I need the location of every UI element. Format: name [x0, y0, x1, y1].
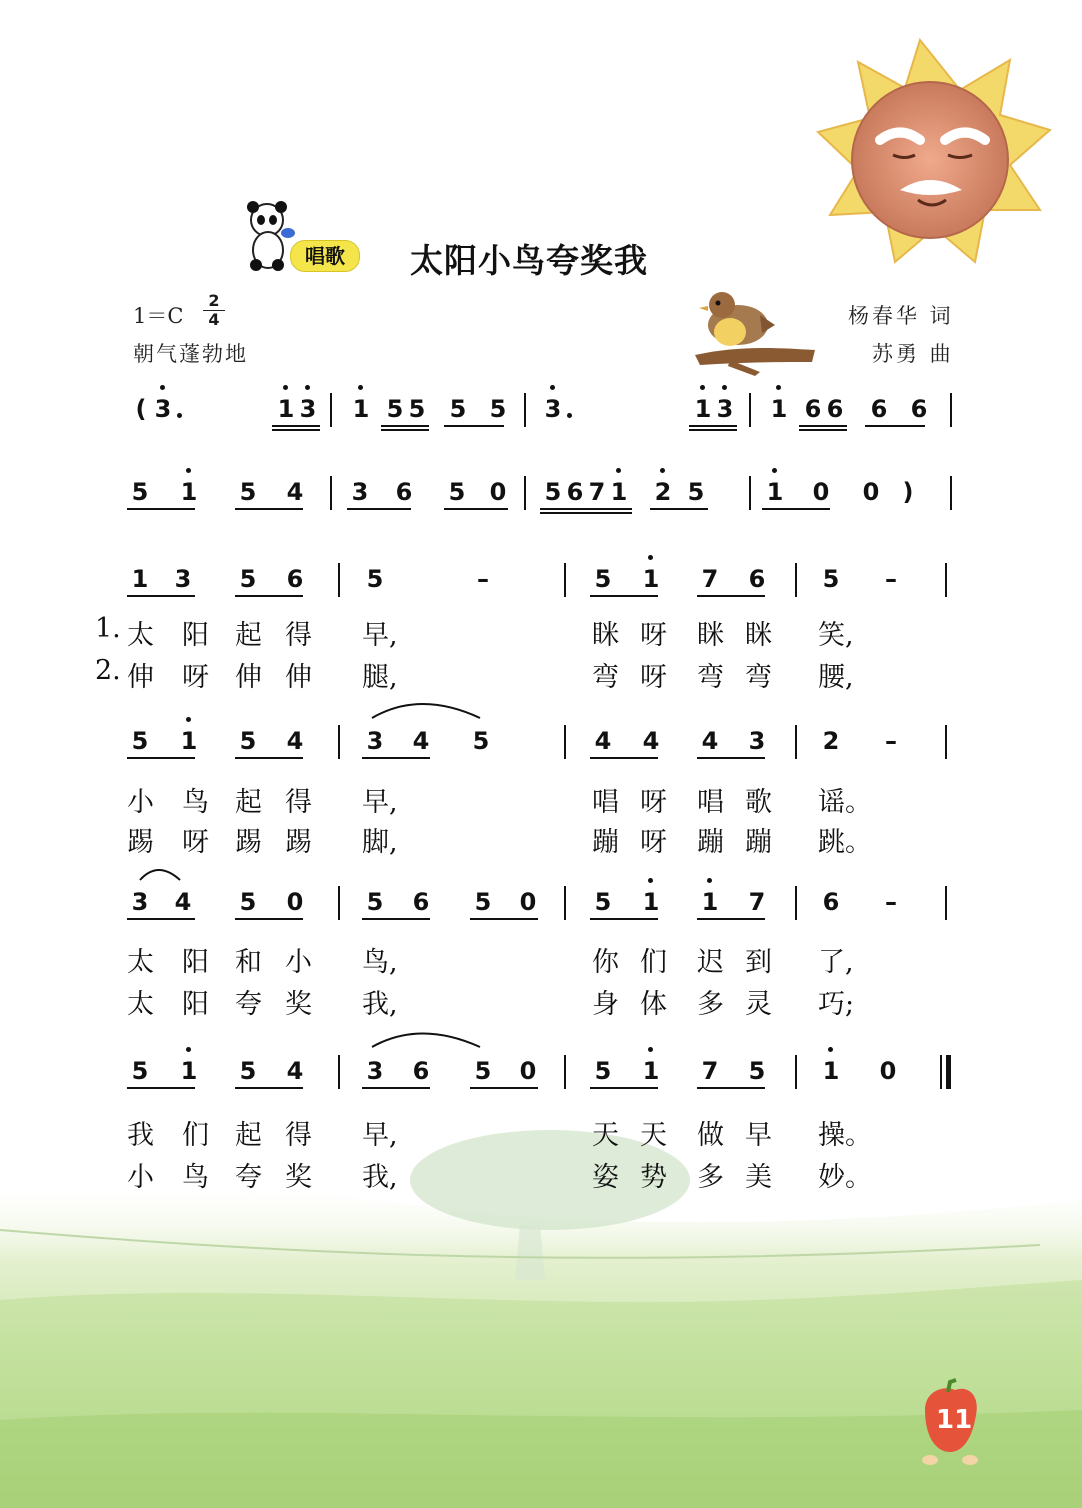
note: 3	[366, 727, 384, 755]
note: 4	[286, 1057, 304, 1085]
underline-beam	[235, 508, 303, 510]
lyric-char: 眯	[745, 620, 772, 651]
barline	[524, 476, 526, 510]
note: 5	[239, 478, 257, 506]
barline	[945, 563, 947, 597]
underline-beam	[127, 508, 195, 510]
intro-open-paren: (	[135, 395, 147, 423]
lyric-char: 笑,	[818, 620, 854, 651]
lyric-char: 呀	[640, 827, 667, 858]
lyric-char: 姿	[592, 1162, 619, 1193]
note: 4	[642, 727, 660, 755]
note: 1	[770, 395, 788, 423]
lyric-char: 鸟	[182, 787, 209, 818]
barline	[338, 886, 340, 920]
lyric-char: 我,	[362, 1162, 398, 1193]
lyric-char: 奖	[285, 989, 312, 1020]
note: 0	[519, 1057, 537, 1085]
lyric-char: 弯	[745, 662, 772, 693]
note: 5	[239, 565, 257, 593]
note: 0	[286, 888, 304, 916]
lyric-char: 们	[640, 947, 667, 978]
lyric-char: 蹦	[697, 827, 724, 858]
lyric-char: 天	[640, 1120, 667, 1151]
underline-beam	[127, 918, 195, 920]
barline	[564, 1055, 566, 1089]
lyric-char: 小	[285, 947, 312, 978]
lyric-char: 呀	[640, 620, 667, 651]
lyric-char: 早	[745, 1120, 772, 1151]
note: 5	[474, 888, 492, 916]
lyric-char: 得	[285, 620, 312, 651]
underline-beam	[762, 508, 830, 510]
note: 5	[544, 478, 562, 506]
underline-beam	[799, 429, 847, 431]
note: 0	[812, 478, 830, 506]
note: 5	[131, 478, 149, 506]
lyric-char: 起	[235, 620, 262, 651]
note: 5	[408, 395, 426, 423]
lyric-char: 得	[285, 1120, 312, 1151]
note: 1	[766, 478, 784, 506]
octave-dot-high	[186, 468, 191, 473]
time-signature	[203, 292, 225, 329]
augmentation-dot	[567, 413, 572, 418]
octave-dot-high	[648, 1047, 653, 1052]
underline-beam	[697, 1087, 765, 1089]
note: –	[885, 727, 897, 755]
tempo-marking: 朝气蓬勃地	[133, 342, 248, 366]
note: 2	[654, 478, 672, 506]
octave-dot-high	[722, 385, 727, 390]
barline	[330, 393, 332, 427]
octave-dot-high	[648, 555, 653, 560]
underline-beam	[347, 508, 411, 510]
time-numerator: 2	[203, 292, 225, 311]
octave-dot-high	[660, 468, 665, 473]
note: 1	[694, 395, 712, 423]
underline-beam	[470, 1087, 538, 1089]
lyric-char: 操。	[818, 1120, 872, 1151]
note: 1	[131, 565, 149, 593]
octave-dot-high	[772, 468, 777, 473]
underline-beam	[590, 757, 658, 759]
underline-beam	[272, 425, 320, 427]
octave-dot-high	[707, 878, 712, 883]
note: 5	[366, 888, 384, 916]
barline	[795, 563, 797, 597]
lyric-char: 伸	[235, 662, 262, 693]
lyric-char: 多	[697, 1162, 724, 1193]
lyric-char: 身	[592, 989, 619, 1020]
note: 5	[131, 1057, 149, 1085]
note: 5	[594, 565, 612, 593]
final-barline	[946, 1055, 951, 1089]
octave-dot-high	[160, 385, 165, 390]
underline-beam	[865, 425, 925, 427]
octave-dot-high	[283, 385, 288, 390]
lyric-char: 踢	[235, 827, 262, 858]
lyric-char: 阳	[182, 620, 209, 651]
underline-beam	[381, 425, 429, 427]
song-title: 太阳小鸟夸奖我	[410, 241, 648, 280]
note: –	[477, 565, 489, 593]
note: 6	[395, 478, 413, 506]
note: 6	[412, 1057, 430, 1085]
underline-beam	[362, 757, 430, 759]
note: 6	[412, 888, 430, 916]
panda-mascot	[247, 201, 295, 271]
lyric-char: 弯	[592, 662, 619, 693]
note: 4	[412, 727, 430, 755]
lyric-char: 太	[127, 620, 154, 651]
underline-beam	[235, 1087, 303, 1089]
barline	[524, 393, 526, 427]
octave-dot-high	[305, 385, 310, 390]
lyric-char: 腰,	[818, 662, 854, 693]
lyricist-credit: 杨春华 词	[848, 304, 954, 328]
note: 3	[299, 395, 317, 423]
note: 5	[449, 395, 467, 423]
verse-2-number: 2.	[95, 655, 121, 686]
barline	[564, 563, 566, 597]
underline-beam	[362, 918, 430, 920]
lyric-char: 呀	[182, 827, 209, 858]
octave-dot-high	[186, 717, 191, 722]
note: 7	[748, 888, 766, 916]
lyric-char: 体	[640, 989, 667, 1020]
note: 1	[352, 395, 370, 423]
lyric-char: 太	[127, 947, 154, 978]
lyric-char: 早,	[362, 787, 398, 818]
underline-beam	[127, 595, 195, 597]
lyric-char: 们	[182, 1120, 209, 1151]
note: 5	[594, 1057, 612, 1085]
lyric-char: 早,	[362, 620, 398, 651]
lyric-char: 早,	[362, 1120, 398, 1151]
note: 5	[448, 478, 466, 506]
underline-beam	[689, 425, 737, 427]
lyric-char: 灵	[745, 989, 772, 1020]
note: 5	[239, 727, 257, 755]
underline-beam	[590, 1087, 658, 1089]
barline	[945, 725, 947, 759]
note: 0	[489, 478, 507, 506]
barline	[950, 393, 952, 427]
underline-beam	[381, 429, 429, 431]
underline-beam	[590, 918, 658, 920]
note: 1	[642, 1057, 660, 1085]
lyric-char: 腿,	[362, 662, 398, 693]
octave-dot-high	[776, 385, 781, 390]
underline-beam	[650, 508, 708, 510]
barline	[795, 886, 797, 920]
lyric-char: 夸	[235, 989, 262, 1020]
note: 6	[804, 395, 822, 423]
barline	[795, 1055, 797, 1089]
note: 1	[180, 1057, 198, 1085]
lyric-char: 起	[235, 787, 262, 818]
barline	[338, 563, 340, 597]
lyric-char: 妙。	[818, 1162, 872, 1193]
underline-beam	[235, 757, 303, 759]
lyric-char: 巧;	[818, 989, 855, 1020]
note: 6	[566, 478, 584, 506]
intro-close-paren: )	[902, 478, 914, 506]
underline-beam	[590, 595, 658, 597]
note: 3	[366, 1057, 384, 1085]
lyric-char: 唱	[697, 787, 724, 818]
augmentation-dot	[177, 413, 182, 418]
octave-dot-high	[648, 878, 653, 883]
underline-beam	[362, 1087, 430, 1089]
lyric-char: 奖	[285, 1162, 312, 1193]
note: 6	[822, 888, 840, 916]
note: 1	[642, 888, 660, 916]
barline	[564, 725, 566, 759]
note: 1	[180, 727, 198, 755]
note: 5	[474, 1057, 492, 1085]
note: 2	[822, 727, 840, 755]
lyric-char: 起	[235, 1120, 262, 1151]
note: 6	[286, 565, 304, 593]
barline	[795, 725, 797, 759]
lyric-char: 鸟	[182, 1162, 209, 1193]
note: 4	[286, 478, 304, 506]
lyric-char: 小	[127, 1162, 154, 1193]
barline	[749, 393, 751, 427]
note: 3	[131, 888, 149, 916]
sun-illustration	[818, 40, 1050, 262]
lyric-char: 踢	[285, 827, 312, 858]
lyric-char: 夸	[235, 1162, 262, 1193]
barline	[950, 476, 952, 510]
note: 0	[879, 1057, 897, 1085]
note: 4	[174, 888, 192, 916]
lyric-char: 蹦	[745, 827, 772, 858]
note: 3	[544, 395, 562, 423]
underline-beam	[127, 757, 195, 759]
note: 3	[351, 478, 369, 506]
lyric-char: 和	[235, 947, 262, 978]
time-denominator: 4	[208, 310, 220, 329]
barline	[338, 725, 340, 759]
lyric-char: 小	[127, 787, 154, 818]
underline-beam	[697, 595, 765, 597]
underline-beam	[272, 429, 320, 431]
lyric-char: 伸	[127, 662, 154, 693]
lyric-char: 唱	[592, 787, 619, 818]
underline-beam	[470, 918, 538, 920]
note: 7	[701, 1057, 719, 1085]
note: 1	[610, 478, 628, 506]
underline-beam	[697, 757, 765, 759]
lyric-char: 眯	[697, 620, 724, 651]
note: 5	[131, 727, 149, 755]
lyric-char: 伸	[285, 662, 312, 693]
note: 1	[277, 395, 295, 423]
note: 7	[588, 478, 606, 506]
note: 4	[594, 727, 612, 755]
octave-dot-high	[186, 1047, 191, 1052]
note: 5	[239, 888, 257, 916]
lyric-char: 弯	[697, 662, 724, 693]
note: 0	[519, 888, 537, 916]
note: 1	[642, 565, 660, 593]
note: 4	[701, 727, 719, 755]
lyric-char: 阳	[182, 989, 209, 1020]
note: 5	[239, 1057, 257, 1085]
note: 5	[748, 1057, 766, 1085]
lyric-char: 呀	[182, 662, 209, 693]
note: 1	[822, 1057, 840, 1085]
underline-beam	[444, 508, 508, 510]
underline-beam	[540, 512, 632, 514]
lyric-char: 阳	[182, 947, 209, 978]
underline-beam	[689, 429, 737, 431]
note: 1	[701, 888, 719, 916]
note: 6	[910, 395, 928, 423]
note: 5	[489, 395, 507, 423]
underline-beam	[235, 595, 303, 597]
octave-dot-high	[550, 385, 555, 390]
note: 0	[862, 478, 880, 506]
lyric-char: 谣。	[818, 787, 872, 818]
lyric-char: 我	[127, 1120, 154, 1151]
lyric-char: 势	[640, 1162, 667, 1193]
lyric-char: 呀	[640, 662, 667, 693]
key-signature: 1＝C	[133, 304, 184, 328]
lyric-char: 我,	[362, 989, 398, 1020]
note: –	[885, 565, 897, 593]
octave-dot-high	[616, 468, 621, 473]
note: 5	[472, 727, 490, 755]
lyric-char: 蹦	[592, 827, 619, 858]
page-number: 11	[936, 1405, 973, 1435]
lyric-char: 脚,	[362, 827, 398, 858]
octave-dot-high	[358, 385, 363, 390]
sing-badge: 唱歌	[290, 240, 360, 272]
note: 5	[594, 888, 612, 916]
lyric-char: 太	[127, 989, 154, 1020]
lyric-char: 迟	[697, 947, 724, 978]
barline	[749, 476, 751, 510]
lyric-char: 鸟,	[362, 947, 398, 978]
octave-dot-high	[700, 385, 705, 390]
lyric-char: 呀	[640, 787, 667, 818]
note: 3	[154, 395, 172, 423]
lyric-char: 歌	[745, 787, 772, 818]
lyric-char: 了,	[818, 947, 854, 978]
lyric-char: 做	[697, 1120, 724, 1151]
lyric-char: 眯	[592, 620, 619, 651]
note: 6	[870, 395, 888, 423]
note: 1	[180, 478, 198, 506]
barline	[330, 476, 332, 510]
underline-beam	[799, 425, 847, 427]
verse-1-number: 1.	[95, 613, 121, 644]
note: 5	[822, 565, 840, 593]
underline-beam	[444, 425, 504, 427]
note: 5	[386, 395, 404, 423]
composer-credit: 苏勇 曲	[872, 342, 954, 366]
note: 3	[748, 727, 766, 755]
octave-dot-high	[828, 1047, 833, 1052]
note: –	[885, 888, 897, 916]
underline-beam	[127, 1087, 195, 1089]
note: 7	[701, 565, 719, 593]
barline	[945, 886, 947, 920]
bird-illustration	[695, 292, 815, 376]
note: 5	[366, 565, 384, 593]
lyric-char: 得	[285, 787, 312, 818]
note: 3	[716, 395, 734, 423]
lyric-char: 天	[592, 1120, 619, 1151]
note: 6	[826, 395, 844, 423]
underline-beam	[697, 918, 765, 920]
barline	[338, 1055, 340, 1089]
note: 3	[174, 565, 192, 593]
underline-beam	[235, 918, 303, 920]
lyric-char: 多	[697, 989, 724, 1020]
note: 5	[687, 478, 705, 506]
lyric-char: 跳。	[818, 827, 872, 858]
lyric-char: 踢	[127, 827, 154, 858]
lyric-char: 你	[592, 947, 619, 978]
note: 6	[748, 565, 766, 593]
note: 4	[286, 727, 304, 755]
barline	[940, 1055, 942, 1089]
barline	[564, 886, 566, 920]
lyric-char: 到	[745, 947, 772, 978]
underline-beam	[540, 508, 632, 510]
lyric-char: 美	[745, 1162, 772, 1193]
